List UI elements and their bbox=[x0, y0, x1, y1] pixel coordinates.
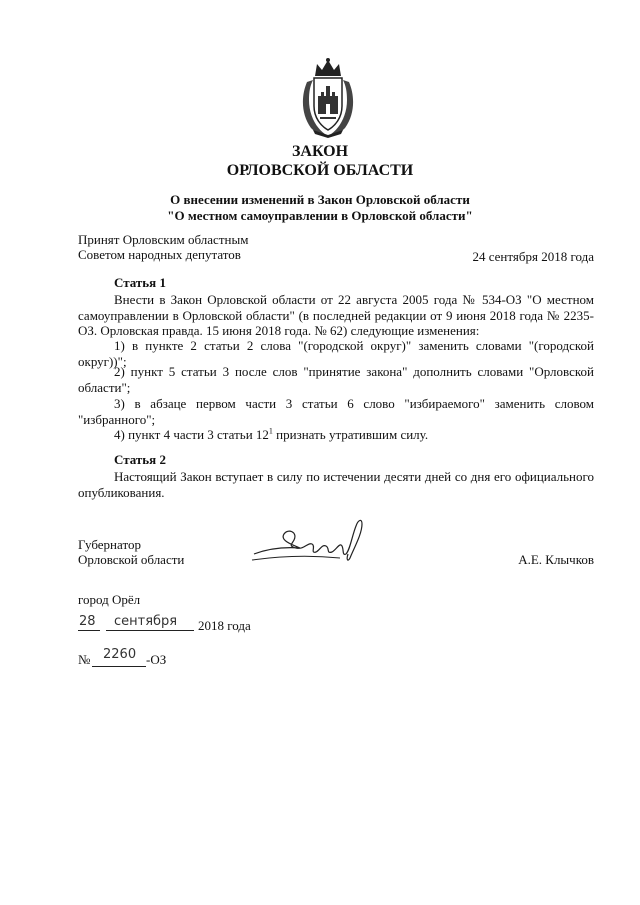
month-handwritten: сентября bbox=[114, 614, 178, 629]
month-underline bbox=[106, 630, 194, 631]
article-1-item-4 bbox=[78, 427, 594, 443]
item-4-superscript: 1 bbox=[268, 426, 273, 436]
day-handwritten: 28 bbox=[79, 614, 96, 629]
adoption-date: 24 сентября 2018 года bbox=[472, 249, 594, 264]
article-1-heading: Статья 1 bbox=[114, 275, 166, 290]
number-sign: № bbox=[78, 652, 91, 667]
city: город Орёл bbox=[78, 592, 141, 607]
law-number-handwritten: 2260 bbox=[103, 647, 137, 662]
article-2-heading: Статья 2 bbox=[114, 452, 166, 467]
adopted-by-line2: Советом народных депутатов bbox=[78, 247, 241, 262]
item-4-text: 4) пункт 4 части 3 статьи 12 bbox=[114, 427, 269, 442]
adopted-by-line1: Принят Орловским областным bbox=[78, 232, 249, 247]
law-title: ЗАКОН bbox=[291, 143, 349, 160]
item-4-text-end: признать утратившим силу. bbox=[272, 427, 429, 442]
signatory-position-line2: Орловской области bbox=[78, 552, 185, 567]
signatory-position-line1: Губернатор bbox=[78, 537, 141, 552]
article-2-text: Настоящий Закон вступает в силу по истечении десяти дней со дня его официального опубликования. bbox=[78, 469, 594, 500]
article-1-item-3: 3) в абзаце первом части 3 статьи 6 слово "избираемого" заменить словом "избранного"; bbox=[78, 396, 594, 427]
coat-of-arms-emblem bbox=[299, 56, 357, 138]
year-text: 2018 года bbox=[198, 618, 251, 633]
number-suffix: -ОЗ bbox=[146, 652, 167, 667]
number-underline bbox=[92, 666, 146, 667]
article-1-intro: Внести в Закон Орловской области от 22 августа 2005 года № 534-ОЗ "О местном самоуправлении в Орловской области" (в последней редакции от 9 июня 2018 года № 2235-ОЗ. Орловская правда. 15 июня 2018 года. № 62) следующие изменения: bbox=[78, 292, 594, 338]
article-1-item-2: 2) пункт 5 статьи 3 после слов "принятие закона" дополнить словами "Орловской области"; bbox=[78, 364, 594, 395]
law-subtitle-line1: О внесении изменений в Закон Орловской области bbox=[170, 192, 470, 207]
region-title: ОРЛОВСКОЙ ОБЛАСТИ bbox=[226, 162, 414, 179]
law-subtitle-line2: "О местном самоуправлении в Орловской области" bbox=[167, 208, 473, 223]
article-1-item-1: 1) в пункте 2 статьи 2 слова "(городской округ)" заменить словами "(городской округ))"; bbox=[78, 338, 594, 369]
handwritten-signature bbox=[250, 514, 370, 566]
signatory-name: А.Е. Клычков bbox=[518, 552, 594, 567]
day-underline bbox=[78, 630, 100, 631]
